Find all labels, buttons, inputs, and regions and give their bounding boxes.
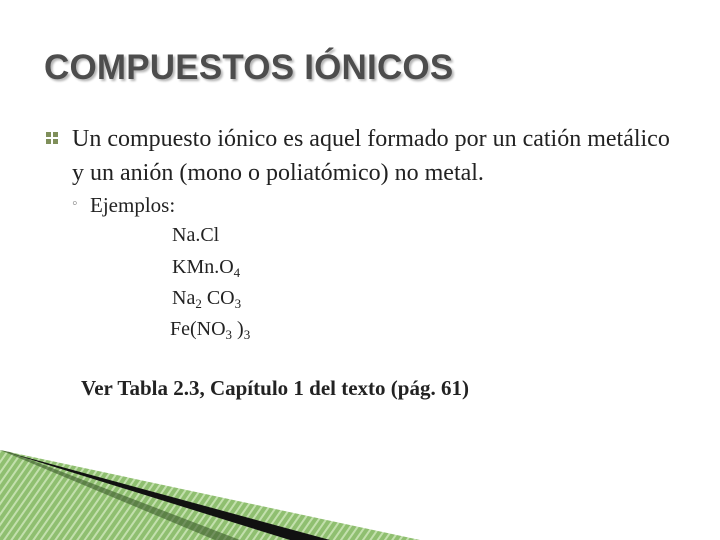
formula-na2co3 [172, 285, 241, 311]
formula-subscript: 4 [233, 265, 241, 280]
formula-text: KMn.O [172, 256, 234, 278]
formula-subscript: 3 [234, 296, 242, 311]
reference-text: Ver Tabla 2.3, Capítulo 1 del texto (pág. 61) [81, 376, 469, 400]
formula-text: CO [201, 287, 235, 309]
ring-bullet-icon: ◦ [72, 195, 78, 212]
formula-subscript: 3 [243, 327, 251, 342]
formula-text: ) [232, 318, 244, 340]
square-bullet-icon [46, 132, 58, 144]
formula-subscript: 3 [225, 327, 233, 342]
formula-text: Na [172, 287, 196, 309]
formula-subscript: 2 [195, 296, 202, 311]
bullet-text: Un compuesto iónico es aquel formado por un catión metálico y un anión (mono o poliatómico) no metal. [72, 126, 670, 186]
formula-text: Fe(NO [170, 318, 226, 340]
sub-bullet-label: Ejemplos: [90, 193, 176, 217]
corner-decoration [0, 450, 420, 540]
formula-nacl [172, 222, 219, 248]
formula-kmno4 [172, 254, 240, 280]
slide-title: COMPUESTOS IÓNICOS [44, 48, 454, 87]
formula-feno3 [170, 316, 250, 342]
formula-text: Na.Cl [172, 224, 220, 246]
